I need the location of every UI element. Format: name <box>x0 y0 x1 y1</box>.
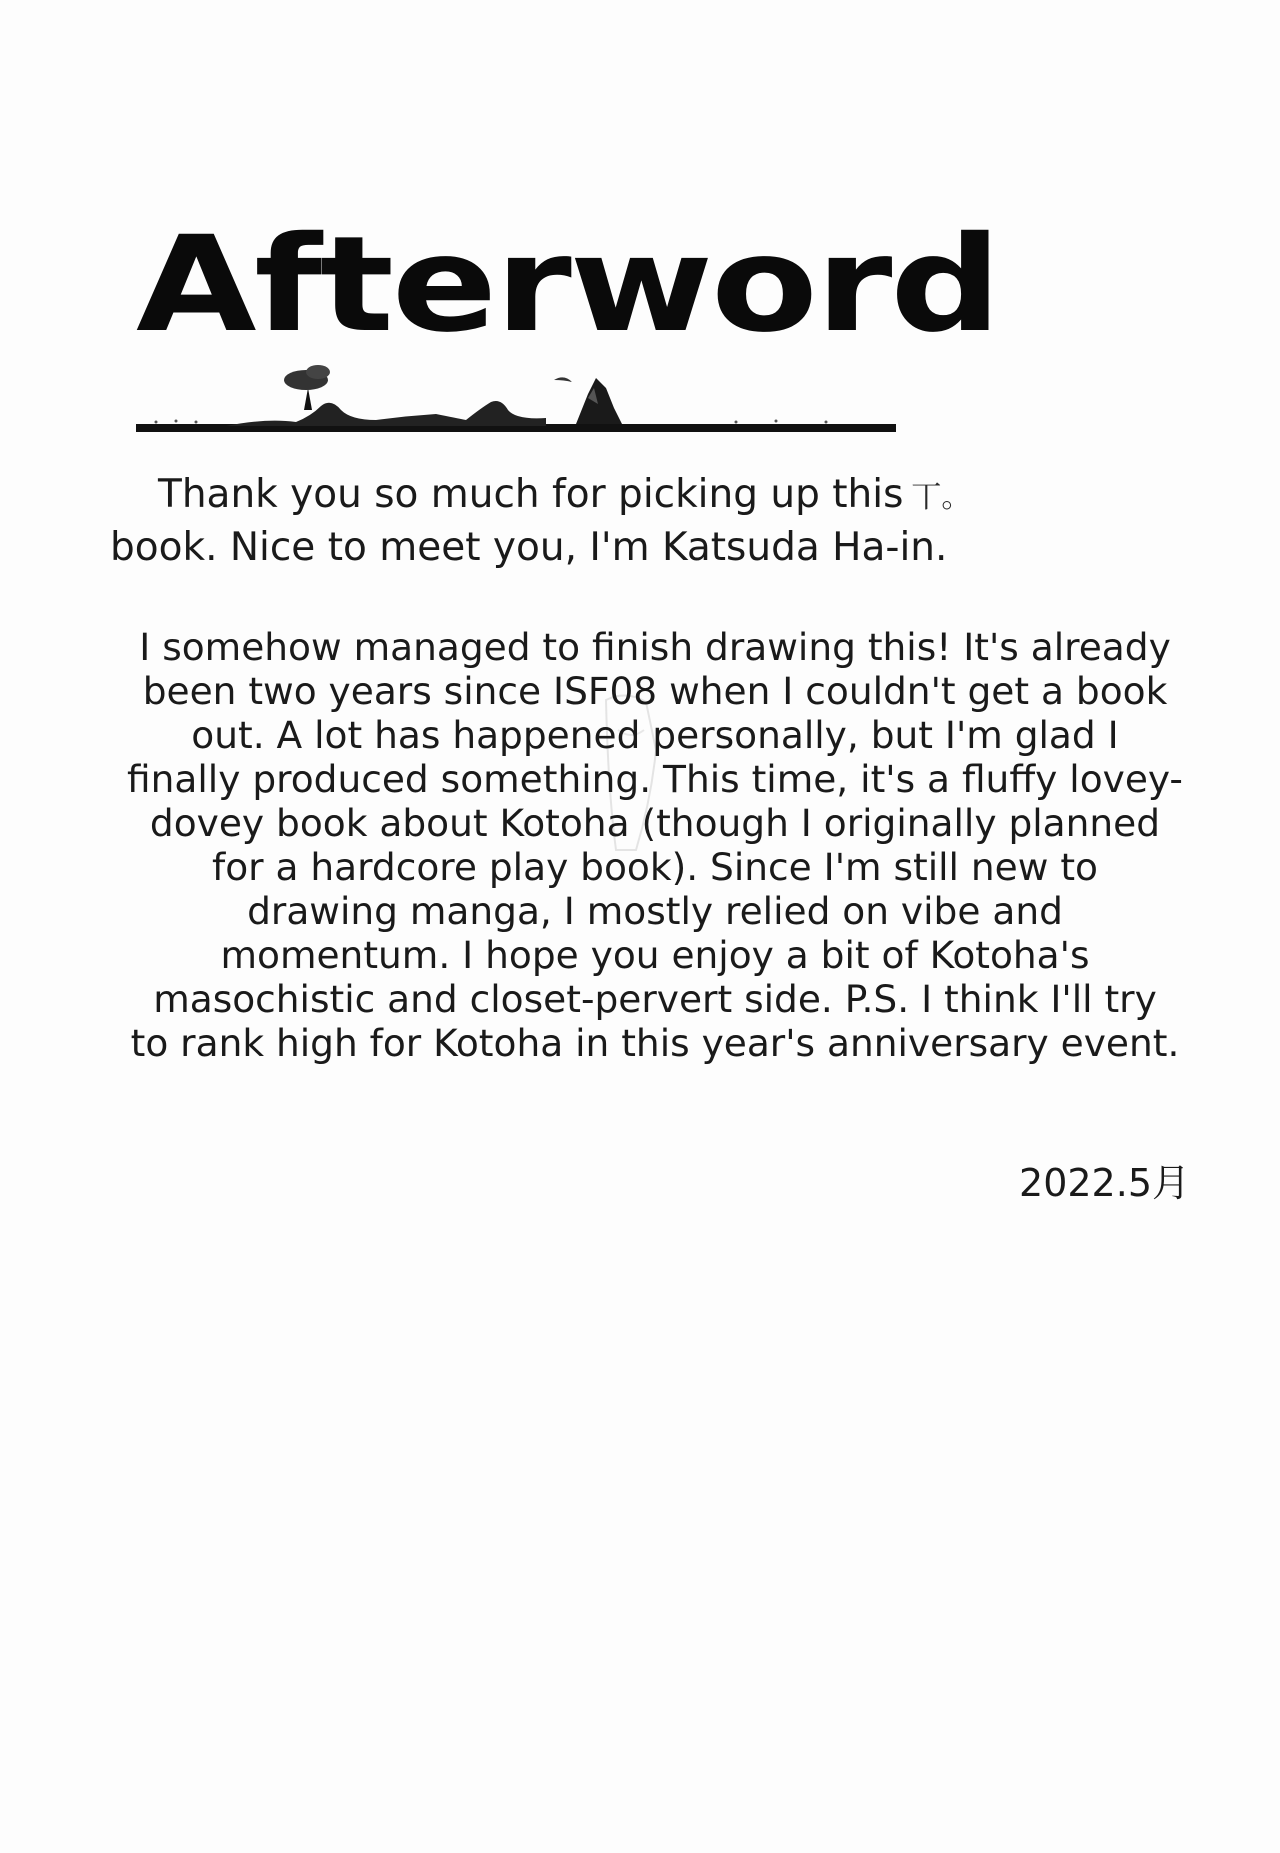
ink-landscape-illustration <box>136 358 896 438</box>
title-block <box>136 208 1000 440</box>
date-signature: 2022.5月 <box>1019 1161 1190 1205</box>
body-line: to rank high for Kotoha in this year's anniversary event. <box>130 1021 1180 1065</box>
body-line: been two years since ISF08 when I couldn't get a book <box>142 669 1168 713</box>
intro-paragraph <box>110 470 1010 573</box>
tree-trunk <box>304 388 312 410</box>
tree-canopy-top <box>306 365 330 379</box>
rock-peak <box>576 378 622 424</box>
body-line: I somehow managed to finish drawing this! It's already <box>139 625 1171 669</box>
intro-line-1-text: Thank you so much for picking up this <box>158 472 904 517</box>
intro-line-1 <box>110 470 1010 523</box>
bird-shape <box>554 377 572 382</box>
body-paragraph <box>125 625 1185 1065</box>
body-line: masochistic and closet-pervert side. P.S. I think I'll try <box>153 977 1157 1021</box>
page-title: Afterword <box>136 208 1000 362</box>
intro-line-2: book. Nice to meet you, I'm Katsuda Ha-in. <box>110 525 948 570</box>
intro-glyph: 丅。 <box>911 480 972 515</box>
body-line: out. A lot has happened personally, but I'm glad I <box>191 713 1119 757</box>
body-line: drawing manga, I mostly relied on vibe and <box>247 889 1063 933</box>
hills-shape <box>226 401 546 426</box>
body-line: momentum. I hope you enjoy a bit of Kotoha's <box>220 933 1090 977</box>
body-line: finally produced something. This time, it's a fluffy lovey- <box>127 757 1183 801</box>
body-line: dovey book about Kotoha (though I originally planned <box>149 801 1161 845</box>
body-line: for a hardcore play book). Since I'm still new to <box>212 845 1098 889</box>
